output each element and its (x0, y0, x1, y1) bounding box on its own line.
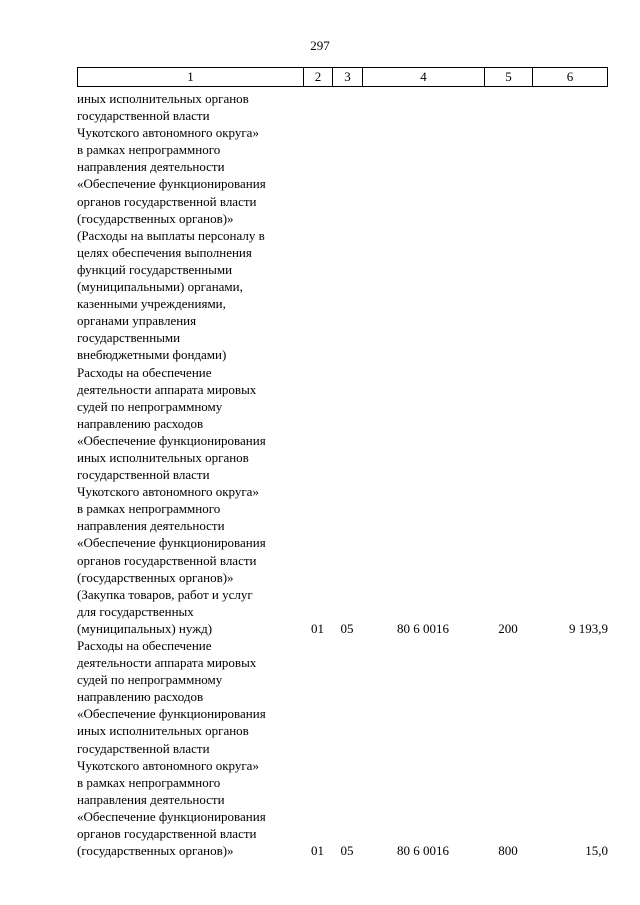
cell-target-article: 80 6 0016 (397, 843, 449, 859)
row-description: Расходы на обеспечение деятельности аппарата мировых судей по непрограммному направлению расходов «Обеспечение функционирования иных исполнительных органов государственной власти Чукотского автономного округа» в рамках непрограммного направления деятельности «Обеспечение функционирования органов государственной власти (государственных органов)» (77, 638, 266, 859)
header-col-3: 3 (333, 68, 363, 86)
header-col-1: 1 (78, 68, 304, 86)
table-row (77, 637, 608, 859)
cell-expense-type: 800 (498, 843, 518, 859)
cell-expense-type: 200 (498, 621, 518, 636)
header-col-6: 6 (566, 69, 574, 84)
cell-section: 01 (311, 621, 324, 636)
row-values (303, 842, 608, 859)
cell-amount: 9 193,9 (569, 621, 608, 636)
cell-subsection: 05 (340, 621, 354, 636)
row-values (303, 620, 608, 637)
cell-amount: 15,0 (585, 843, 608, 859)
header-col-4: 4 (363, 68, 485, 86)
header-col-2: 2 (304, 68, 333, 86)
table-header (77, 67, 608, 87)
page-number: 297 (310, 38, 330, 53)
row-values (303, 347, 608, 364)
table-row (77, 364, 608, 638)
header-col-5: 5 (485, 68, 533, 86)
row-description: иных исполнительных органов государственной власти Чукотского автономного округа» в рамках непрограммного направления деятельности «Обеспечение функционирования органов государственной власти (государственных органов)» (Расходы на выплаты персоналу в целях обеспечения выполнения функций государственными (муниципальными) органами, казенными учреждениями, органами управления государственными внебюджетными фондами) (77, 91, 266, 363)
cell-section: 01 (311, 843, 324, 859)
row-description: Расходы на обеспечение деятельности аппарата мировых судей по непрограммному направлению расходов «Обеспечение функционирования иных исполнительных органов государственной власти Чукотского автономного округа» в рамках непрограммного направления деятельности «Обеспечение функционирования органов государственной власти (государственных органов)» (Закупка товаров, работ и услуг для государственных (муниципальных) нужд) (77, 364, 266, 636)
cell-subsection: 05 (340, 843, 354, 859)
cell-target-article: 80 6 0016 (397, 621, 449, 636)
table-body (77, 90, 608, 859)
table-row (77, 90, 608, 364)
